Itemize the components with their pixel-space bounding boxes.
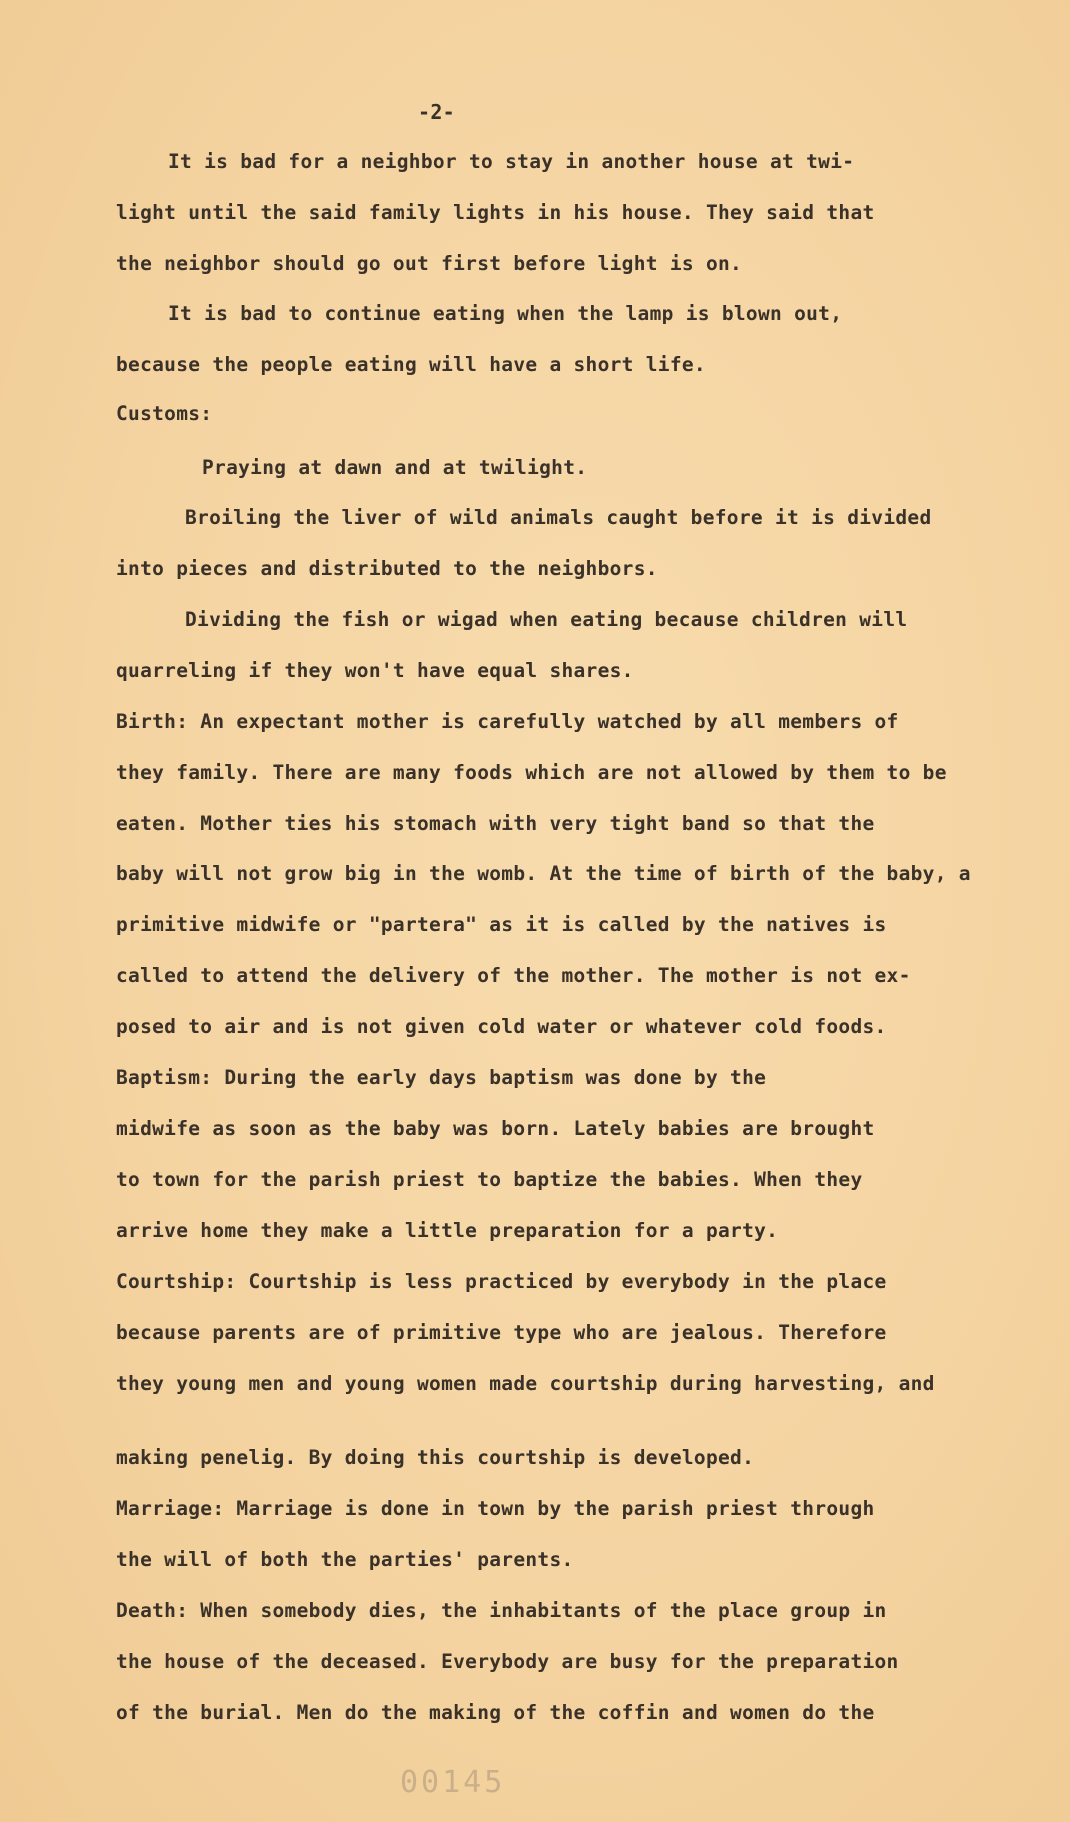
text-line: primitive midwife or "partera" as it is called by the natives is (116, 913, 887, 936)
text-line: posed to air and is not given cold water or whatever cold foods. (116, 1015, 887, 1038)
text-line: Praying at dawn and at twilight. (202, 456, 588, 479)
text-line: Baptism: During the early days baptism was done by the (116, 1066, 767, 1089)
text-line: because parents are of primitive type who are jealous. Therefore (116, 1321, 887, 1344)
text-line: called to attend the delivery of the mother. The mother is not ex- (116, 964, 911, 987)
text-line: to town for the parish priest to baptize the babies. When they (116, 1168, 863, 1191)
archive-stamp: 00145 (400, 1765, 506, 1800)
text-line: Death: When somebody dies, the inhabitants of the place group in (116, 1599, 887, 1622)
text-line: Broiling the liver of wild animals caught before it is divided (185, 506, 932, 529)
section-heading: Customs: (116, 402, 213, 425)
text-line: light until the said family lights in his house. They said that (116, 201, 875, 224)
text-line: the will of both the parties' parents. (116, 1548, 574, 1571)
text-line: they family. There are many foods which are not allowed by them to be (116, 761, 947, 784)
text-line: Birth: An expectant mother is carefully watched by all members of (116, 710, 899, 733)
text-line: It is bad for a neighbor to stay in another house at twi- (168, 150, 855, 173)
text-line: quarreling if they won't have equal shares. (116, 659, 634, 682)
text-line: Marriage: Marriage is done in town by the parish priest through (116, 1497, 875, 1520)
text-line: the house of the deceased. Everybody are busy for the preparation (116, 1650, 899, 1673)
text-line: into pieces and distributed to the neighbors. (116, 557, 658, 580)
text-line: baby will not grow big in the womb. At the time of birth of the baby, a (116, 862, 971, 885)
text-line: arrive home they make a little preparation for a party. (116, 1219, 779, 1242)
text-line: because the people eating will have a short life. (116, 353, 706, 376)
text-line: midwife as soon as the baby was born. Lately babies are brought (116, 1117, 875, 1140)
text-line: making penelig. By doing this courtship is developed. (116, 1446, 755, 1469)
text-line: they young men and young women made courtship during harvesting, and (116, 1372, 935, 1395)
text-line: of the burial. Men do the making of the coffin and women do the (116, 1701, 875, 1724)
page-number: -2- (418, 100, 456, 124)
text-line: eaten. Mother ties his stomach with very tight band so that the (116, 812, 875, 835)
text-line: It is bad to continue eating when the lamp is blown out, (168, 302, 843, 325)
text-line: the neighbor should go out first before light is on. (116, 252, 743, 275)
text-line: Courtship: Courtship is less practiced by everybody in the place (116, 1270, 887, 1293)
text-line: Dividing the fish or wigad when eating because children will (185, 608, 908, 631)
